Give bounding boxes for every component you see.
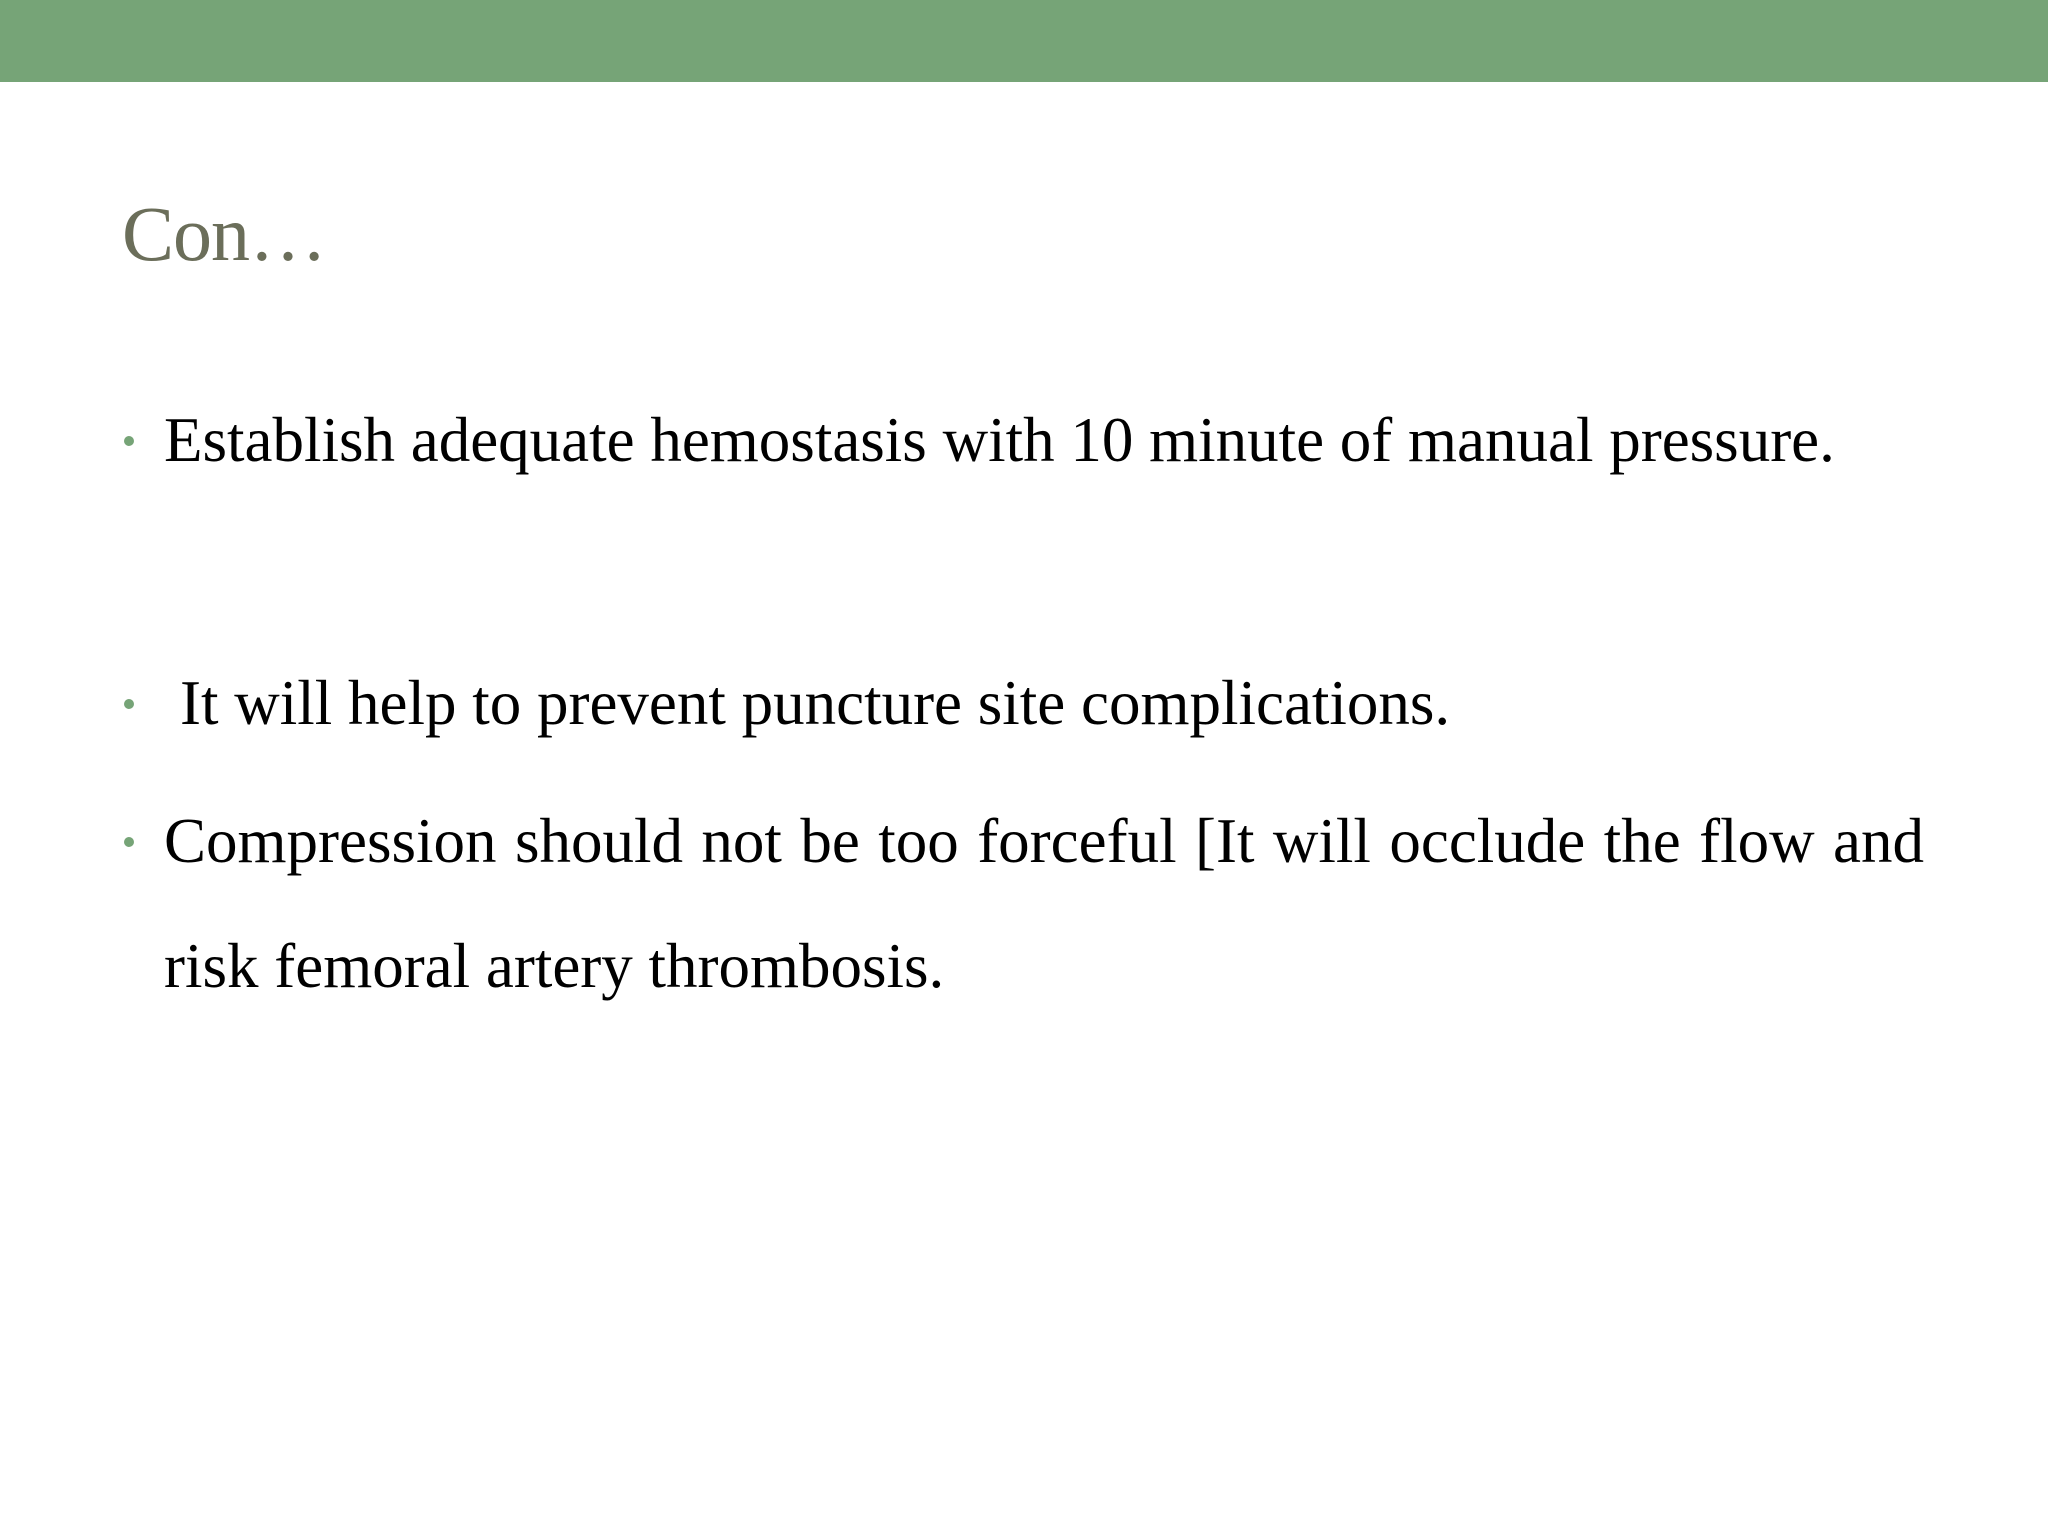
bullet-dot-icon: [124, 699, 134, 709]
header-band: [0, 0, 2048, 82]
bullet-text: It will help to prevent puncture site complications.: [180, 668, 1451, 738]
bullet-text: Compression should not be too forceful [It will occlude the flow and risk femoral artery thrombosis.: [164, 806, 1924, 1001]
slide-title: Con…: [122, 190, 327, 277]
bullet-dot-icon: [124, 436, 134, 446]
bullet-dot-icon: [124, 837, 134, 847]
bullet-text: Establish adequate hemostasis with 10 minute of manual pressure.: [164, 405, 1835, 475]
